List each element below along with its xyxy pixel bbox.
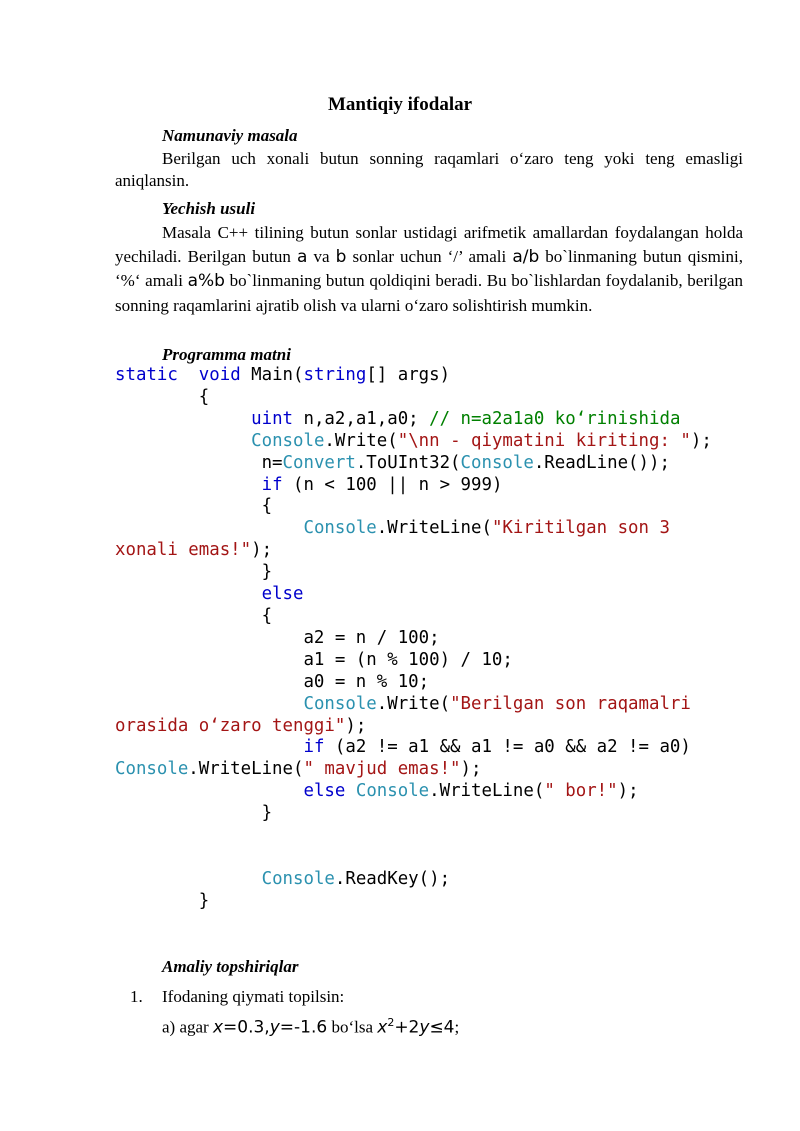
code-line	[115, 606, 712, 628]
code-token: orasida o‘zaro tenggi"	[115, 715, 346, 736]
code-token: a0 = n % 10;	[115, 671, 430, 692]
code-block	[115, 365, 712, 913]
code-token: .ReadLine());	[533, 452, 670, 473]
code-token: .WriteLine(	[188, 759, 304, 780]
code-token: );	[690, 430, 712, 451]
code-line	[115, 803, 712, 825]
code-line	[115, 453, 712, 475]
code-token: if	[261, 474, 283, 495]
code-token: .WriteLine(	[376, 518, 492, 539]
code-line	[115, 518, 712, 540]
code-line	[115, 672, 712, 694]
code-line	[115, 781, 712, 803]
code-line	[115, 562, 712, 584]
code-token: n=	[115, 452, 283, 473]
subtask-end: ;	[454, 1017, 460, 1037]
code-token: Console	[303, 518, 377, 539]
code-token	[115, 694, 303, 714]
code-token: Console	[251, 430, 325, 451]
code-token: Console	[115, 759, 189, 780]
method-paragraph	[115, 221, 743, 318]
code-token	[115, 475, 262, 495]
code-line	[115, 650, 712, 672]
code-line	[115, 409, 712, 431]
code-token: " mavjud emas!"	[303, 759, 461, 780]
code-line	[115, 540, 712, 562]
code-token: .Write(	[324, 430, 398, 451]
expr-a-mod-b: a%b	[187, 271, 225, 292]
expr-leq-four: ≤4	[429, 1017, 455, 1038]
code-token: a1 = (n % 100) / 10;	[115, 649, 513, 670]
method-text-part: sonlar uchun ‘/’ amali	[346, 246, 513, 266]
task-item	[130, 987, 344, 1007]
code-token: );	[617, 781, 639, 802]
subtask-mid: bo‘lsa	[327, 1017, 378, 1037]
code-token: Console	[355, 781, 430, 802]
code-token: uint	[251, 408, 294, 429]
expr-a-div-b: a/b	[512, 246, 540, 267]
code-token: (n < 100 || n > 999)	[282, 474, 503, 495]
var-b: b	[335, 246, 347, 267]
code-token: "Kiritilgan son 3	[491, 518, 670, 539]
code-token: {	[115, 496, 273, 517]
code-token	[115, 869, 262, 889]
page-title: Mantiqiy ifodalar	[327, 94, 473, 115]
code-token: Convert	[282, 452, 356, 473]
code-token: string	[303, 365, 367, 385]
code-token: a2 = n / 100;	[115, 627, 440, 648]
method-text	[115, 221, 743, 318]
code-token	[115, 409, 251, 429]
code-token: .ReadKey();	[334, 868, 451, 889]
var-a: a	[297, 246, 308, 267]
method-text-part: bo`linmaning butun qismini, ‘%‘ amali	[115, 246, 744, 291]
expr-x: x	[377, 1017, 388, 1038]
method-heading: Yechish usuli	[162, 199, 256, 218]
code-token: }	[115, 562, 273, 583]
code-line	[115, 759, 712, 781]
method-text-part: Masala C++ tilining butun sonlar ustidagi arifmetik amallardan foydalangan holda yechiladi. Berilgan butun	[115, 223, 743, 266]
code-token: " bor!"	[544, 781, 618, 802]
code-token: xonali emas!"	[115, 540, 252, 561]
code-line	[115, 825, 712, 847]
code-token: (a2 != a1 && a1 != a0 && a2 != a0)	[324, 737, 691, 758]
subtask-a	[162, 1016, 459, 1038]
code-token: );	[345, 715, 367, 736]
task-text: Ifodaning qiymati topilsin:	[162, 987, 345, 1006]
sample-heading: Namunaviy masala	[162, 126, 298, 145]
code-token	[345, 781, 355, 801]
code-token: // n=a2a1a0 ko‘rinishida	[429, 408, 681, 429]
code-token: .ToUInt32(	[355, 452, 461, 473]
code-token: else	[303, 781, 346, 802]
var-y: y	[269, 1017, 280, 1038]
code-line	[115, 891, 712, 913]
code-token	[115, 584, 262, 604]
code-token: static	[115, 365, 178, 385]
code-token	[115, 737, 303, 757]
code-token: {	[115, 386, 210, 407]
code-token	[178, 365, 199, 385]
code-token: Console	[261, 868, 335, 889]
code-token: );	[460, 759, 482, 780]
code-line	[115, 475, 712, 497]
code-token: Main(	[240, 365, 304, 385]
code-token: );	[251, 540, 273, 561]
code-token: Console	[460, 452, 534, 473]
program-heading: Programma matni	[162, 345, 291, 364]
code-token: n,a2,a1,a0;	[293, 408, 430, 429]
code-token	[115, 431, 251, 451]
sample-text: Berilgan uch xonali butun sonning raqamlari o‘zaro teng yoki teng emasligi aniqlansin.	[115, 149, 743, 190]
code-token: Console	[303, 693, 377, 714]
sample-paragraph	[115, 148, 743, 192]
code-token: "\nn - qiymatini kiriting: "	[397, 430, 691, 451]
expr-exponent: 2	[387, 1016, 395, 1029]
code-token	[115, 781, 303, 801]
x-value: =0.3,	[223, 1017, 270, 1038]
var-x: x	[212, 1017, 224, 1038]
code-line	[115, 365, 712, 387]
task-number: 1.	[130, 987, 143, 1006]
code-token: {	[115, 605, 273, 626]
code-token: .WriteLine(	[429, 781, 545, 802]
expr-y: y	[419, 1017, 430, 1038]
code-line	[115, 387, 712, 409]
code-line	[115, 716, 712, 738]
expr-plus-two: +2	[394, 1017, 420, 1038]
y-value: =-1.6	[279, 1017, 328, 1038]
code-token: .Write(	[376, 693, 451, 714]
code-line	[115, 847, 712, 869]
code-token	[115, 518, 303, 538]
code-token: else	[261, 584, 304, 605]
code-token: }	[115, 890, 210, 911]
code-line	[115, 737, 712, 759]
code-token: }	[115, 803, 273, 824]
code-token: void	[198, 365, 241, 385]
code-line	[115, 584, 712, 606]
code-line	[115, 496, 712, 518]
method-text-part: va	[307, 246, 336, 266]
subtask-prefix: a) agar	[162, 1017, 213, 1037]
code-token: [] args)	[366, 365, 451, 385]
code-line	[115, 431, 712, 453]
code-line	[115, 628, 712, 650]
code-token: "Berilgan son raqamalri	[450, 693, 691, 714]
code-line	[115, 694, 712, 716]
code-line	[115, 869, 712, 891]
method-text-part: bo`linmaning butun qoldiqini beradi. Bu bo`lishlardan foydalanib, berilgan sonning raqamlarini ajratib olish va ularni o‘zaro solishtirish mumkin.	[115, 271, 743, 316]
code-token: if	[303, 737, 325, 758]
tasks-heading: Amaliy topshiriqlar	[162, 957, 299, 976]
